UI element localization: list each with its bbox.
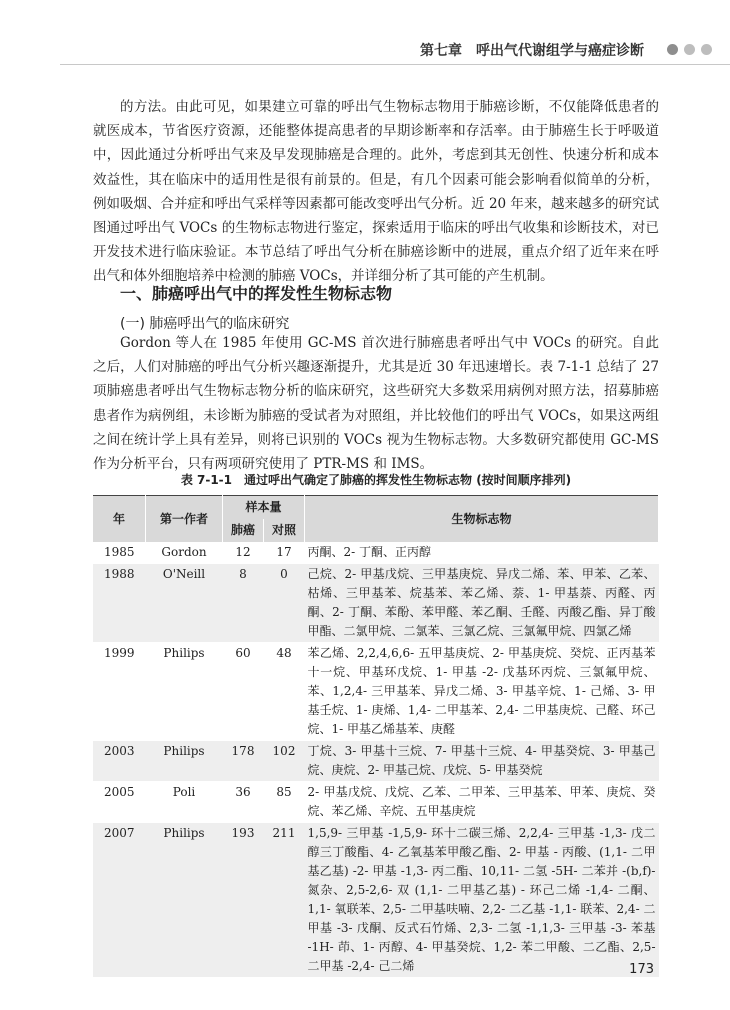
table-row: [93, 564, 659, 643]
section-heading: 一、肺癌呼出气中的挥发性生物标志物: [120, 284, 393, 303]
cell-biomarkers: 丙酮、2- 丁酮、正丙醇: [305, 542, 659, 564]
cell-year: 2005: [93, 782, 146, 823]
cell-author: Poli: [146, 782, 223, 823]
chapter-title: 第七章 呼出气代谢组学与癌症诊断: [420, 43, 644, 59]
header-rule: [60, 64, 730, 65]
intro-paragraph: 的方法。由此可见，如果建立可靠的呼出气生物标志物用于肺癌诊断，不仅能降低患者的就医成本，节省医疗资源，还能整体提高患者的早期诊断率和存活率。由于肺癌生长于呼吸道中，因此通过分析呼出气来及早发现肺癌是合理的。此外，考虑到其无创性、快速分析和成本效益性，其在临床中的适用性是很有前景的。但是，有几个因素可能会影响看似简单的分析，例如吸烟、合并症和呼出气采样等因素都可能改变呼出气分析。近 20 年来，越来越多的研究试图通过呼出气 VOCs 的生物标志物进行鉴定，探索适用于临床的呼出气收集和诊断技术，对已开发技术进行临床验证。本节总结了呼出气分析在肺癌诊断中的进展，重点介绍了近年来在呼出气和体外细胞培养中检测的肺癌 VOCs，并详细分析了其可能的产生机制。: [93, 99, 659, 285]
clinical-paragraph: Gordon 等人在 1985 年使用 GC-MS 首次进行肺癌患者呼出气中 VOCs 的研究。自此之后，人们对肺癌的呼出气分析兴趣逐渐提升，尤其是近 30 年迅速增长。表 7-1-1 总结了 27 项肺癌患者呼出气生物标志物分析的临床研究，这些研究大多数采用病例对照方法，招募肺癌患者作为病例组，未诊断为肺癌的受试者为对照组，并比较他们的呼出气 VOCs，如果这两组之间在统计学上具有差异，则将已识别的 VOCs 视为生物标志物。大多数研究都使用 GC-MS 作为分析平台，只有两项研究使用了 PTR-MS 和 IMS。: [93, 335, 659, 473]
cell-year: 1988: [93, 564, 146, 643]
cell-biomarkers: 苯乙烯、2,2,4,6,6- 五甲基庚烷、2- 甲基庚烷、癸烷、正丙基苯十一烷、甲基环戊烷、1- 甲基 -2- 戊基环丙烷、三氯氟甲烷、苯、1,2,4- 三甲基苯、异戊二烯、3- 甲基辛烷、1- 己烯、3- 甲基壬烷、1- 庚烯、1,4- 二甲基苯、2,4- 二甲基庚烷、己醛、环己烷、1- 甲基乙烯基苯、庚醛: [305, 643, 659, 741]
cell-cancer: 8: [223, 564, 264, 643]
biomarker-table: [93, 495, 659, 978]
page-number: 173: [629, 962, 654, 977]
header-year: 年: [93, 496, 146, 543]
cell-year: 1985: [93, 542, 146, 564]
cell-control: 102: [264, 741, 305, 782]
header-dot: [684, 44, 695, 55]
cell-cancer: 36: [223, 782, 264, 823]
cell-author: O'Neill: [146, 564, 223, 643]
header-dot: [667, 44, 678, 55]
cell-control: 211: [264, 823, 305, 978]
table-row: [93, 823, 659, 978]
cell-control: 0: [264, 564, 305, 643]
header-biomarkers: 生物标志物: [305, 496, 659, 543]
cell-control: 85: [264, 782, 305, 823]
cell-cancer: 178: [223, 741, 264, 782]
cell-biomarkers: 2- 甲基戊烷、戊烷、乙苯、二甲苯、三甲基苯、甲苯、庚烷、癸烷、苯乙烯、辛烷、五甲基庚烷: [305, 782, 659, 823]
header-sample-size: 样本量: [223, 496, 305, 520]
cell-author: Philips: [146, 741, 223, 782]
table-caption: 表 7-1-1 通过呼出气确定了肺癌的挥发性生物标志物 (按时间顺序排列): [180, 473, 572, 487]
cell-cancer: 193: [223, 823, 264, 978]
header-control: 对照: [264, 519, 305, 542]
cell-control: 48: [264, 643, 305, 741]
page-header: [0, 0, 730, 72]
header-lung-cancer: 肺癌: [223, 519, 264, 542]
cell-author: Philips: [146, 643, 223, 741]
cell-biomarkers: 丁烷、3- 甲基十三烷、7- 甲基十三烷、4- 甲基癸烷、3- 甲基己烷、庚烷、2- 甲基己烷、戊烷、5- 甲基癸烷: [305, 741, 659, 782]
cell-cancer: 12: [223, 542, 264, 564]
header-dots: [667, 44, 712, 55]
table-row: [93, 643, 659, 741]
cell-biomarkers: 己烷、2- 甲基戊烷、三甲基庚烷、异戊二烯、苯、甲苯、乙苯、枯烯、三甲基苯、烷基苯、苯乙烯、萘、1- 甲基萘、丙醛、丙酮、2- 丁酮、苯酚、苯甲醛、苯乙酮、壬醛、丙酸乙酯、异丁酸甲酯、二氯甲烷、二氯苯、三氯乙烷、三氯氟甲烷、四氯乙烯: [305, 564, 659, 643]
header-dot: [701, 44, 712, 55]
cell-author: Gordon: [146, 542, 223, 564]
cell-year: 1999: [93, 643, 146, 741]
subsection-heading: (一) 肺癌呼出气的临床研究: [120, 316, 290, 332]
cell-year: 2003: [93, 741, 146, 782]
header-first-author: 第一作者: [146, 496, 223, 543]
table-row: [93, 741, 659, 782]
cell-control: 17: [264, 542, 305, 564]
cell-author: Philips: [146, 823, 223, 978]
table-row: [93, 542, 659, 564]
table-row: [93, 782, 659, 823]
cell-cancer: 60: [223, 643, 264, 741]
cell-biomarkers: 1,5,9- 三甲基 -1,5,9- 环十二碳三烯、2,2,4- 三甲基 -1,3- 戊二醇三丁酸酯、4- 乙氧基苯甲酸乙酯、2- 甲基 - 丙酸、(1,1- 二甲基乙基) -2- 甲基 -1,3- 丙二酯、10,11- 二氢 -5H- 二苯并 -(b,f)- 氮杂、2,5-2,6- 双 (1,1- 二甲基乙基) - 环己二烯 -1,4- 二酮、1,1- 氧联苯、2,5- 二甲基呋喃、2,2- 二乙基 -1,1- 联苯、2,4- 二甲基 -3- 戊酮、反式石竹烯、2,3- 二氢 -1,1,3- 三甲基 -3- 苯基 -1H- 茚、1- 丙醇、4- 甲基癸烷、1,2- 苯二甲酸、二乙酯、2,5- 二甲基 -2,4- 己二烯: [305, 823, 659, 978]
cell-year: 2007: [93, 823, 146, 978]
